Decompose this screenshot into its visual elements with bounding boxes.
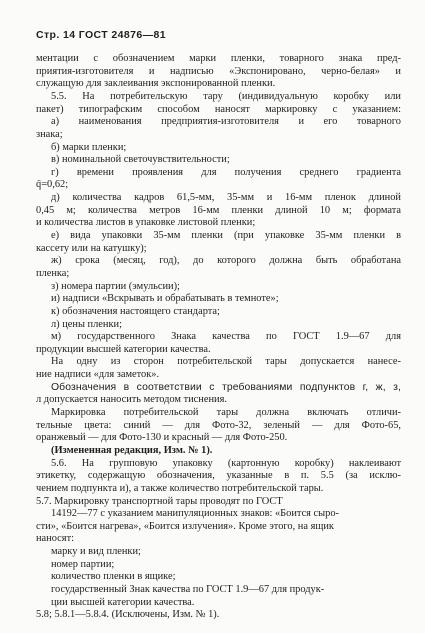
text-line: чением подпункта и), а также количество потребительской тары. — [36, 482, 324, 494]
text-line: 5.5. На потребительскую тару (индивидуальную коробку или — [51, 90, 401, 102]
text-line: 14192—77 с указанием манипуляционных знаков: «Боится сыро- — [51, 508, 339, 520]
text-line: Обозначения в соответствии с требованиями подпунктов г, ж, з, — [51, 381, 401, 393]
amendment-note: (Измененная редакция, Изм. № 1). — [51, 444, 213, 456]
text-line: ние надписи «для заметок». — [36, 369, 160, 381]
text-line: продукции высшей категории качества. — [36, 343, 211, 355]
text-line: г) времени проявления для получения среднего градиента — [51, 166, 401, 178]
text-line: 5.8; 5.8.1—5.8.4. (Исключены, Изм. № 1). — [36, 609, 220, 621]
text-line: Маркировка потребительской тары должна включать отличи- — [51, 407, 401, 419]
text-line: ции высшей категории качества. — [51, 596, 195, 608]
text-line: з) номера партии (эмульсии); — [51, 280, 180, 292]
text-line: л) цены пленки; — [51, 318, 122, 330]
text-line: тельные цвета: синий — для Фото-32, зеленый — для Фото-65, — [36, 419, 401, 431]
page-header: Стр. 14 ГОСТ 24876—81 — [36, 29, 166, 41]
text-line: в) номинальной светочувствительности; — [51, 154, 230, 166]
text-line: пакет) типографским способом наносят маркировку с указанием: — [36, 103, 401, 115]
text-line: е) вида упаковки 35-мм пленки (при упаковке 35-мм пленки в — [51, 230, 401, 242]
text-line: ментации с обозначением марки пленки, товарного знака пред- — [36, 53, 401, 64]
text-line: и) надписи «Вскрывать и обрабатывать в темноте»; — [51, 293, 279, 305]
text-line: кассету или на катушку); — [36, 242, 147, 254]
text-line: к) обозначения настоящего стандарта; — [51, 305, 220, 317]
text-line: этикетку, содержащую обозначения, указанные в п. 5.5 (за исклю- — [36, 470, 401, 482]
text-line: б) марки пленки; — [51, 141, 127, 153]
text-line: и количества листов в упаковке листовой пленки; — [36, 217, 256, 229]
text-line: а) наименования предприятия-изготовителя и его товарного — [51, 116, 401, 128]
text-line: оранжевый — для Фото-130 и красный — для Фото-250. — [36, 432, 288, 444]
text-line: м) государственного Знака качества по ГОСТ 1.9—67 для — [51, 331, 401, 343]
text-line: д) количества кадров 61,5-мм, 35-мм и 16-мм пленок длиной — [51, 192, 401, 204]
text-line: 5.7. Маркировку транспортной тары проводят по ГОСТ — [36, 495, 283, 507]
text-line: приятия-изготовителя и надписью «Экспонировано, черно-белая» и — [36, 65, 401, 77]
text-line: На одну из сторон потребительской тары допускается нанесе- — [51, 356, 401, 368]
text-line: пленка; — [36, 267, 70, 279]
text-line: государственный Знак качества по ГОСТ 1.9—67 для продук- — [51, 584, 325, 596]
text-line: 5.6. На групповую упаковку (картонную коробку) наклеивают — [51, 457, 401, 469]
text-line: л допускается наносить методом тиснения. — [36, 394, 227, 406]
text-line: q̄=0,62; — [36, 179, 69, 191]
text-line: количество пленки в ящике; — [51, 571, 176, 583]
text-line: служащую для заклеивания экспонированной пленки. — [36, 78, 276, 90]
text-line: наносят: — [36, 533, 75, 545]
text-line: знака; — [36, 128, 63, 140]
text-line: 0,45 м; количества метров 16-мм пленки длиной 10 м; формата — [36, 204, 401, 216]
text-line: сти», «Боится нагрева», «Боится излучения». Кроме этого, на ящик — [36, 520, 334, 532]
text-line: номер партии; — [51, 558, 115, 570]
text-line: ж) срока (месяц, год), до которого должна быть обработана — [51, 255, 401, 267]
text-line: марку и вид пленки; — [51, 546, 141, 558]
